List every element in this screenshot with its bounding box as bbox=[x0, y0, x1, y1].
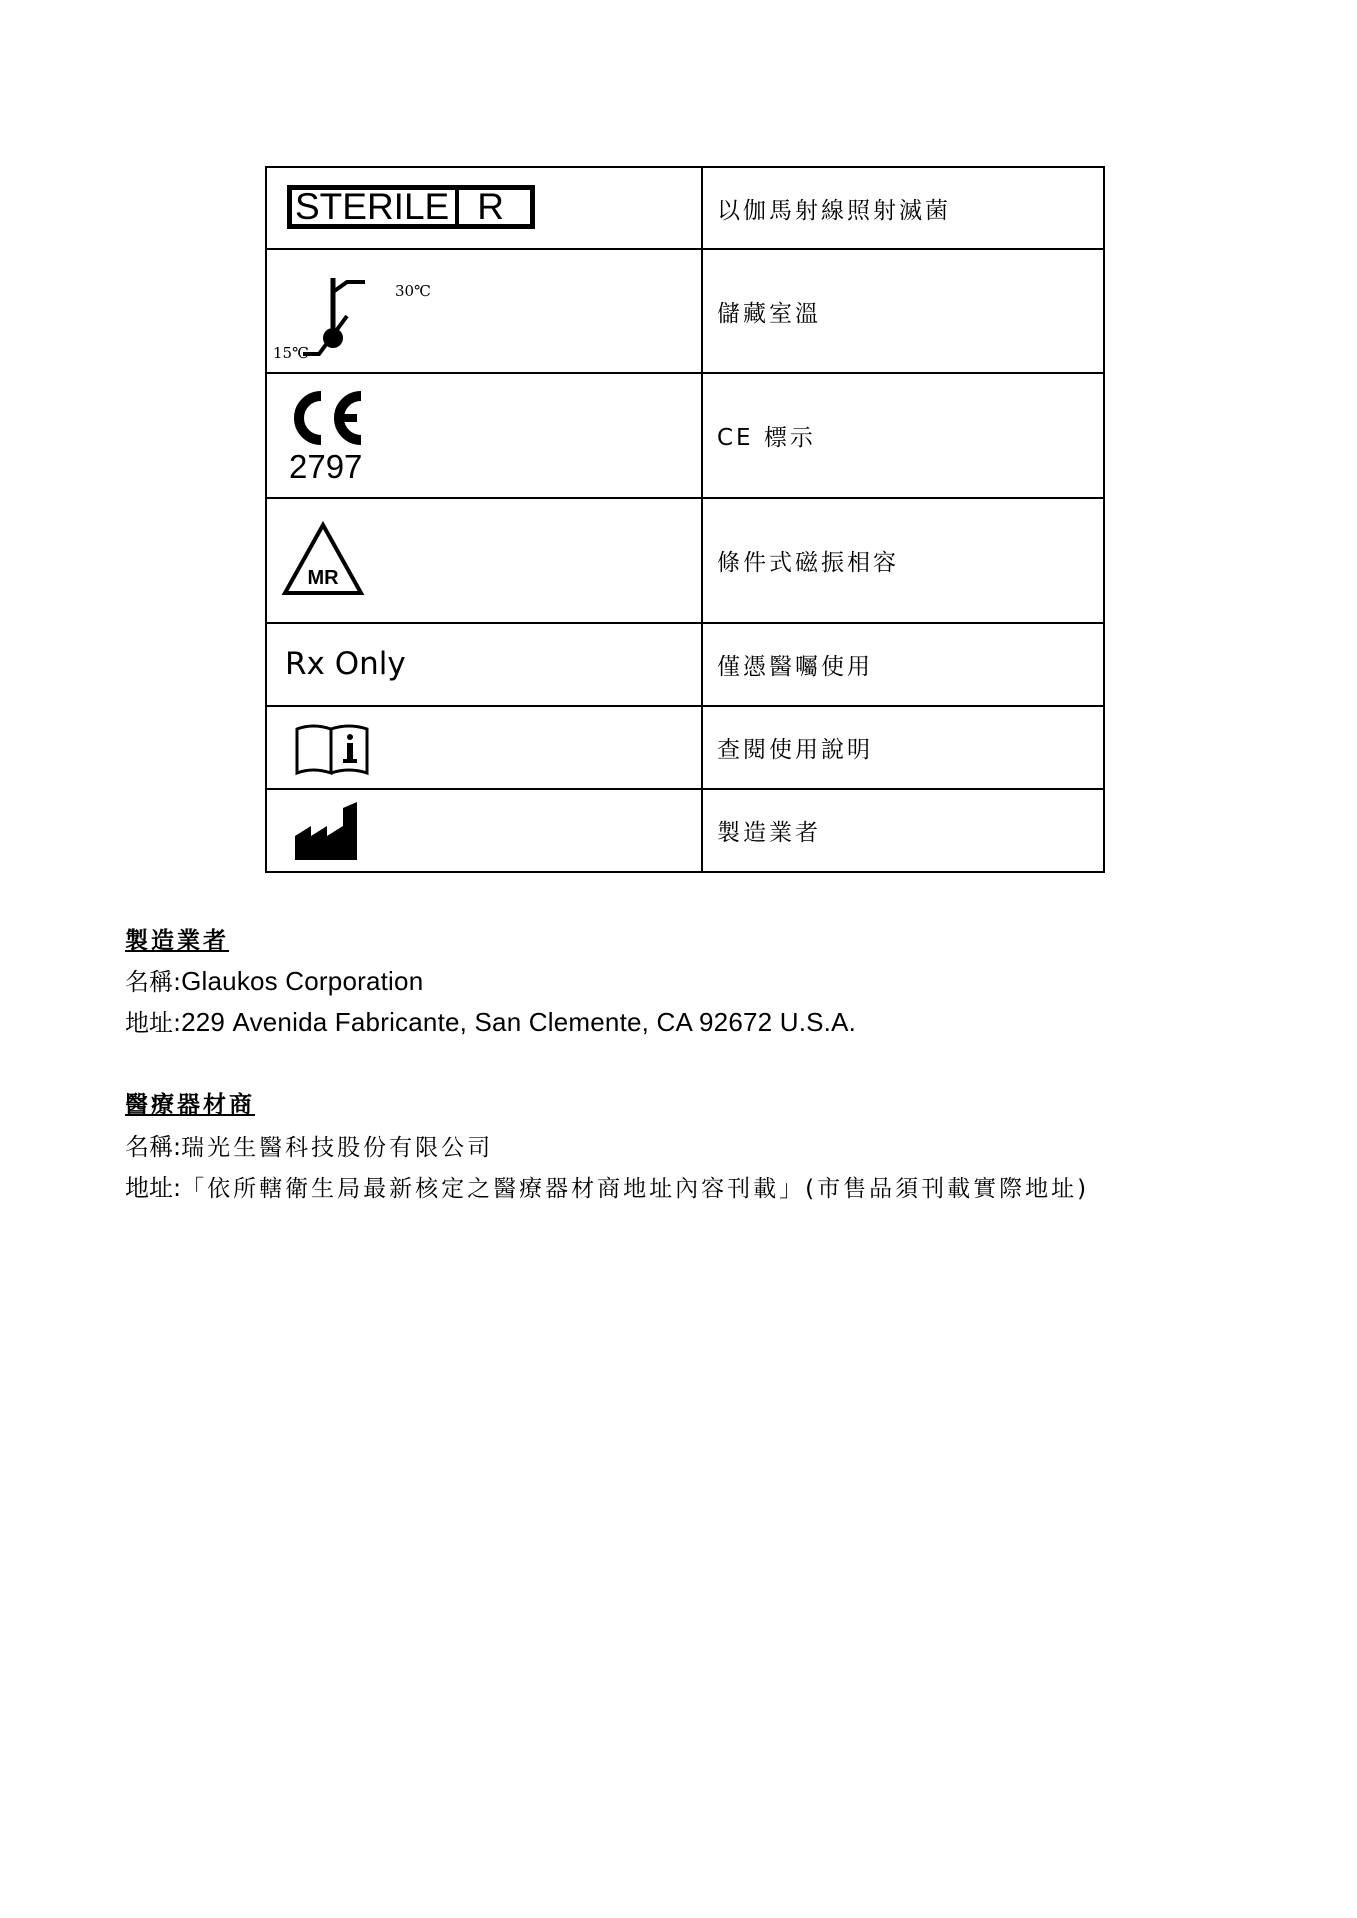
symbol-description: 條件式磁振相容 bbox=[702, 498, 1104, 623]
distributor-section bbox=[125, 1086, 255, 1119]
distributor-heading: 醫療器材商 bbox=[125, 1092, 255, 1118]
symbols-table bbox=[265, 166, 1105, 873]
manufacturer-heading: 製造業者 bbox=[125, 928, 229, 954]
table-row bbox=[266, 373, 1104, 498]
symbol-description: 以伽馬射線照射滅菌 bbox=[702, 167, 1104, 249]
temperature-low-label: 15℃ bbox=[273, 344, 309, 362]
symbol-description: CE 標示 bbox=[702, 373, 1104, 498]
distributor-name: 瑞光生醫科技股份有限公司 bbox=[181, 1135, 494, 1161]
symbol-cell bbox=[266, 498, 702, 623]
symbol-cell bbox=[266, 249, 702, 373]
symbol-cell bbox=[266, 706, 702, 789]
symbol-cell bbox=[266, 167, 702, 249]
manufacturer-address: 229 Avenida Fabricante, San Clemente, CA 92672 U.S.A. bbox=[181, 1007, 857, 1037]
table-row bbox=[266, 249, 1104, 373]
symbol-description: 查閱使用說明 bbox=[702, 706, 1104, 789]
table-row bbox=[266, 498, 1104, 623]
sterile-r-symbol bbox=[287, 185, 535, 229]
symbol-description: 製造業者 bbox=[702, 789, 1104, 872]
table-row bbox=[266, 167, 1104, 249]
address-label: 地址: bbox=[125, 1009, 182, 1037]
sterile-suffix: R bbox=[477, 186, 504, 227]
manufacturer-name: Glaukos Corporation bbox=[181, 966, 424, 996]
manufacturer-name-line bbox=[125, 962, 423, 997]
name-label: 名稱: bbox=[125, 1133, 182, 1161]
symbol-cell bbox=[266, 623, 702, 706]
symbol-cell bbox=[266, 373, 702, 498]
ce-notified-body-number: 2797 bbox=[289, 448, 363, 485]
symbol-cell bbox=[266, 789, 702, 872]
instructions-book-icon bbox=[293, 721, 373, 777]
manufacturer-section bbox=[125, 922, 229, 955]
manufacturer-address-line bbox=[125, 1003, 856, 1038]
rx-only-text: Rx Only bbox=[285, 646, 406, 682]
ce-mark-icon bbox=[289, 390, 369, 446]
distributor-address-line bbox=[125, 1168, 1089, 1203]
table-row bbox=[266, 623, 1104, 706]
table-row bbox=[266, 706, 1104, 789]
distributor-name-line bbox=[125, 1127, 493, 1162]
symbol-description: 僅憑醫囑使用 bbox=[702, 623, 1104, 706]
address-label: 地址: bbox=[125, 1174, 182, 1202]
name-label: 名稱: bbox=[125, 968, 182, 996]
table-row bbox=[266, 789, 1104, 872]
temperature-high-label: 30℃ bbox=[395, 282, 431, 300]
svg-text:MR: MR bbox=[307, 567, 339, 589]
manufacturer-factory-icon bbox=[293, 802, 363, 862]
symbol-description: 儲藏室溫 bbox=[702, 249, 1104, 373]
sterile-text: STERILE bbox=[292, 190, 459, 224]
distributor-address: 「依所轄衛生局最新核定之醫療器材商地址內容刊載」(市售品須刊載實際地址) bbox=[181, 1176, 1090, 1202]
mr-conditional-icon bbox=[281, 521, 365, 597]
